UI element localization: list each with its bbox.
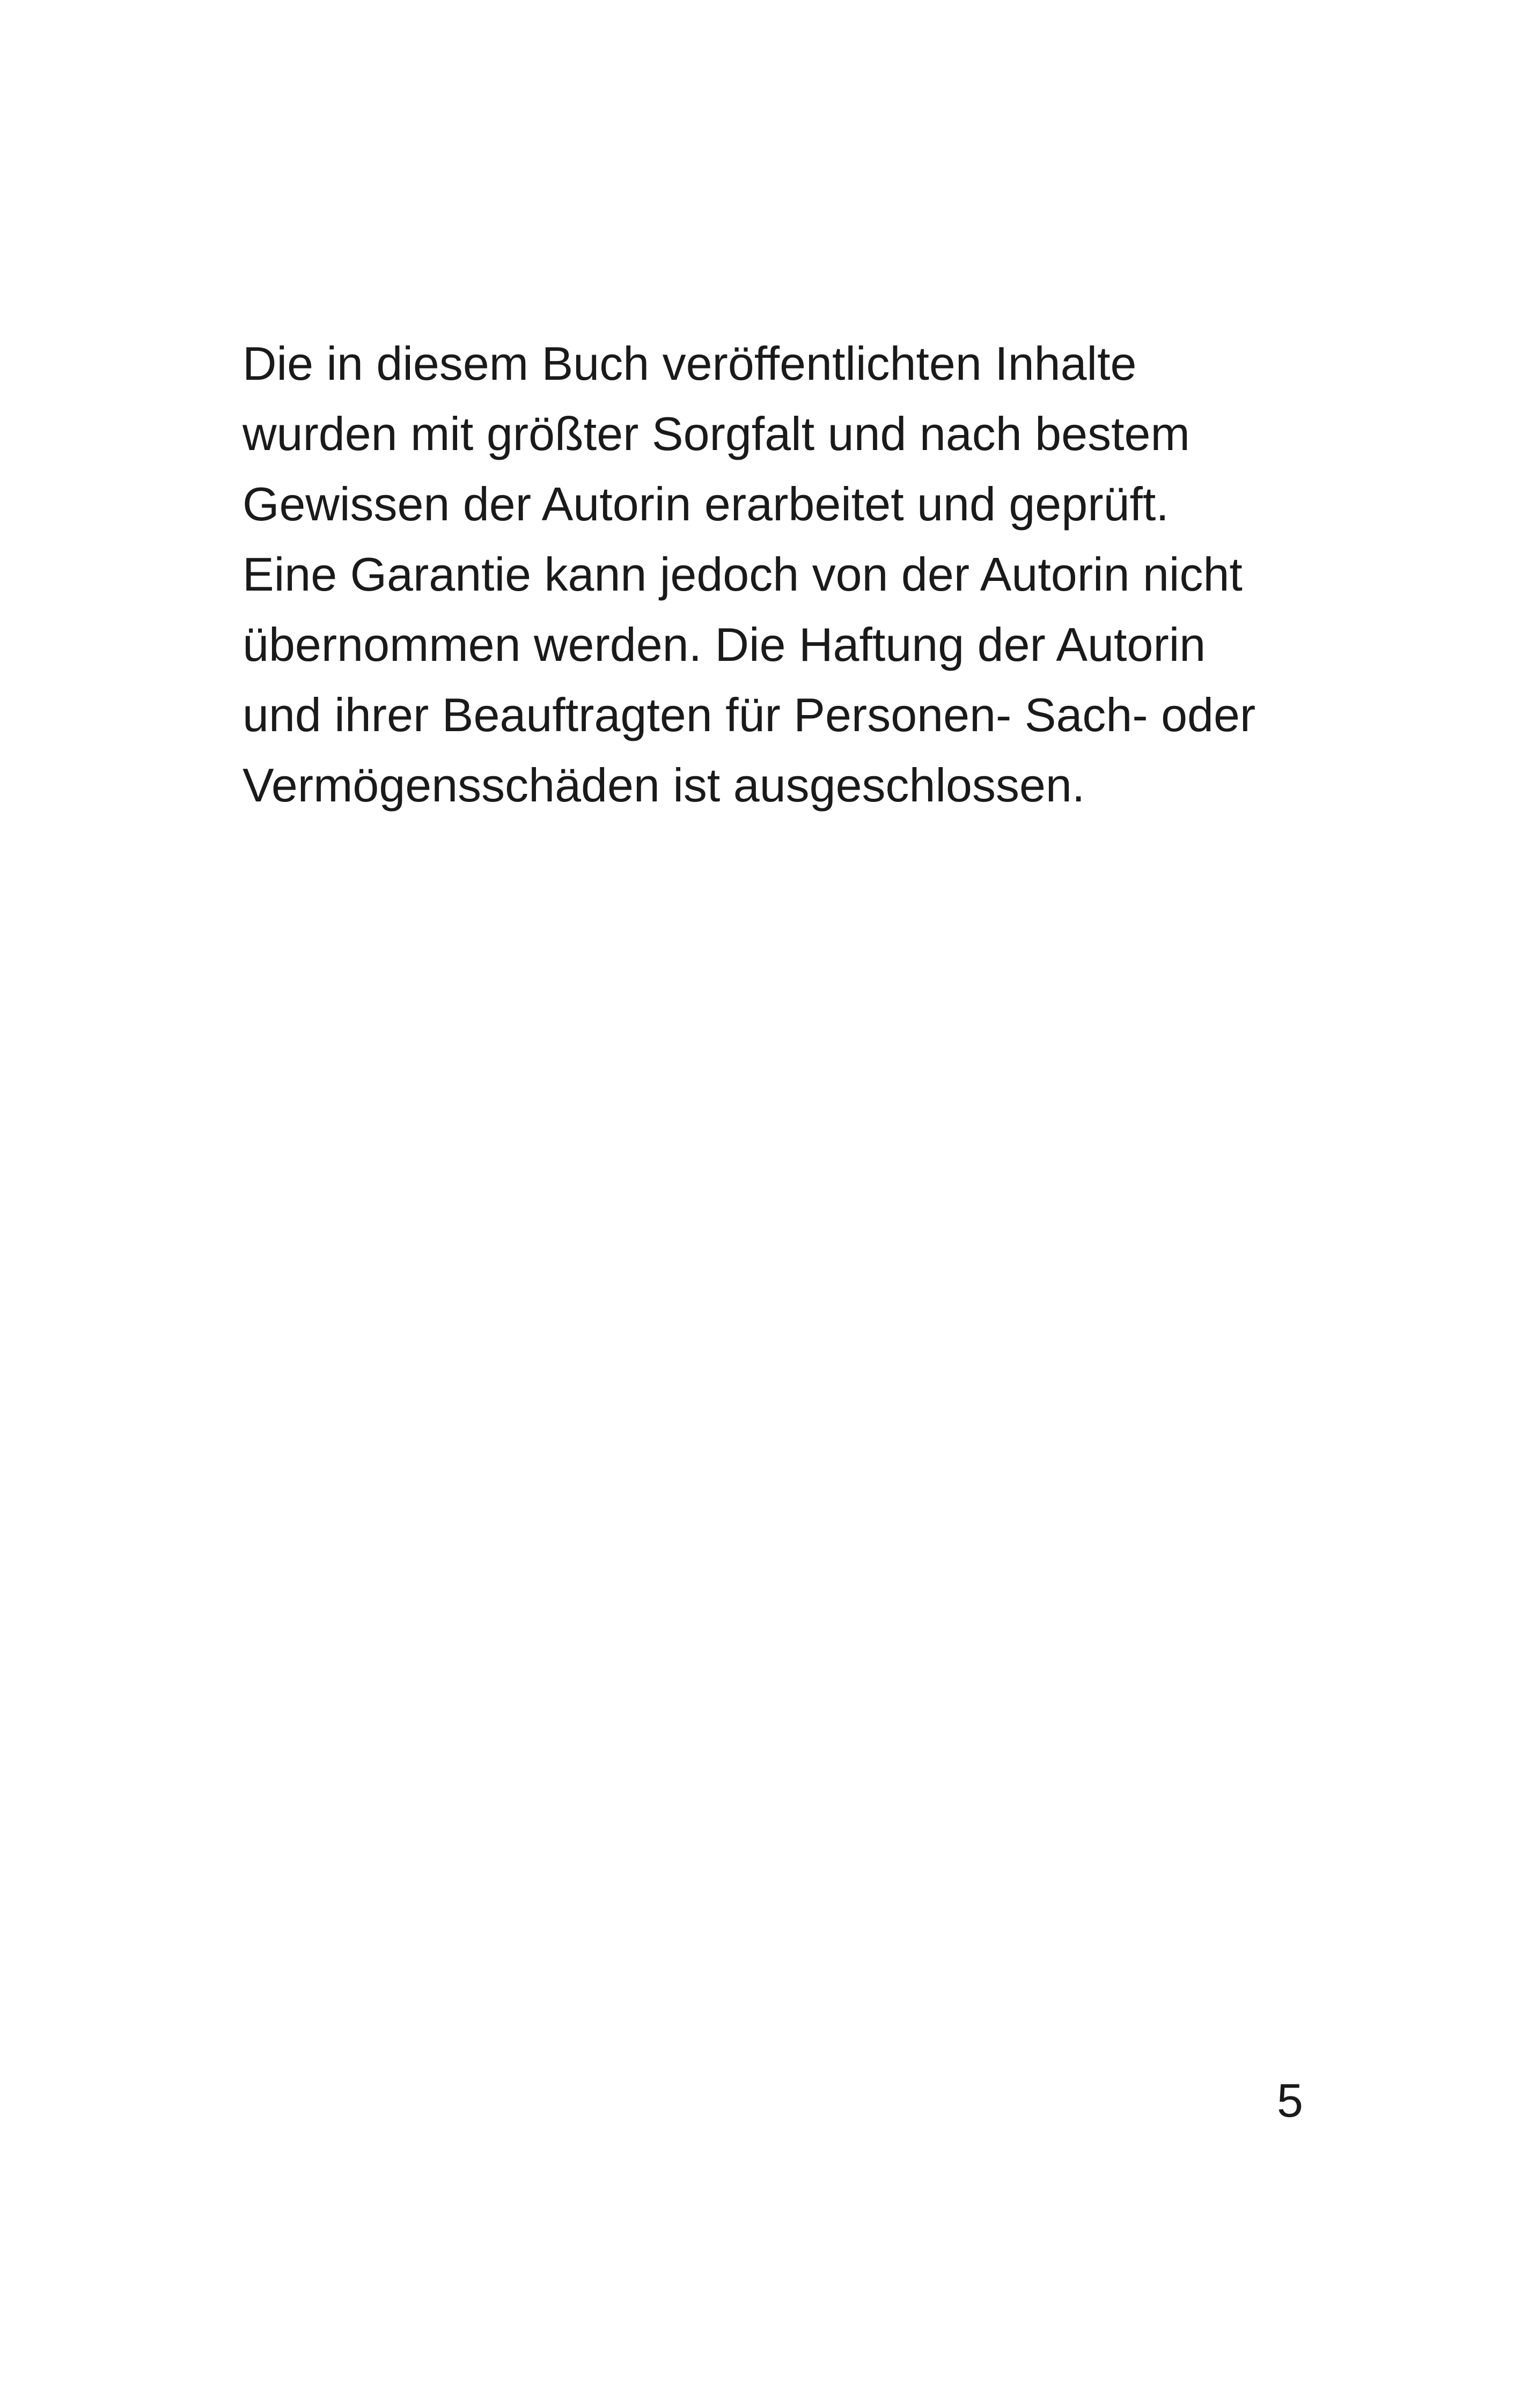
disclaimer-line: wurden mit größter Sorgfalt und nach bestem [243, 407, 1190, 460]
disclaimer-line: Vermögensschäden ist ausgeschlossen. [243, 759, 1085, 812]
disclaimer-line: übernommen werden. Die Haftung der Autorin [243, 618, 1206, 671]
disclaimer-line: Gewissen der Autorin erarbeitet und geprüft. [243, 477, 1169, 531]
disclaimer-line: Eine Garantie kann jedoch von der Autorin nicht [243, 548, 1243, 601]
disclaimer-line: Die in diesem Buch veröffentlichten Inhalte [243, 337, 1137, 390]
disclaimer-line: und ihrer Beauftragten für Personen- Sach- oder [243, 688, 1256, 741]
disclaimer-paragraph [243, 328, 1369, 820]
page-number: 5 [1277, 2074, 1303, 2127]
